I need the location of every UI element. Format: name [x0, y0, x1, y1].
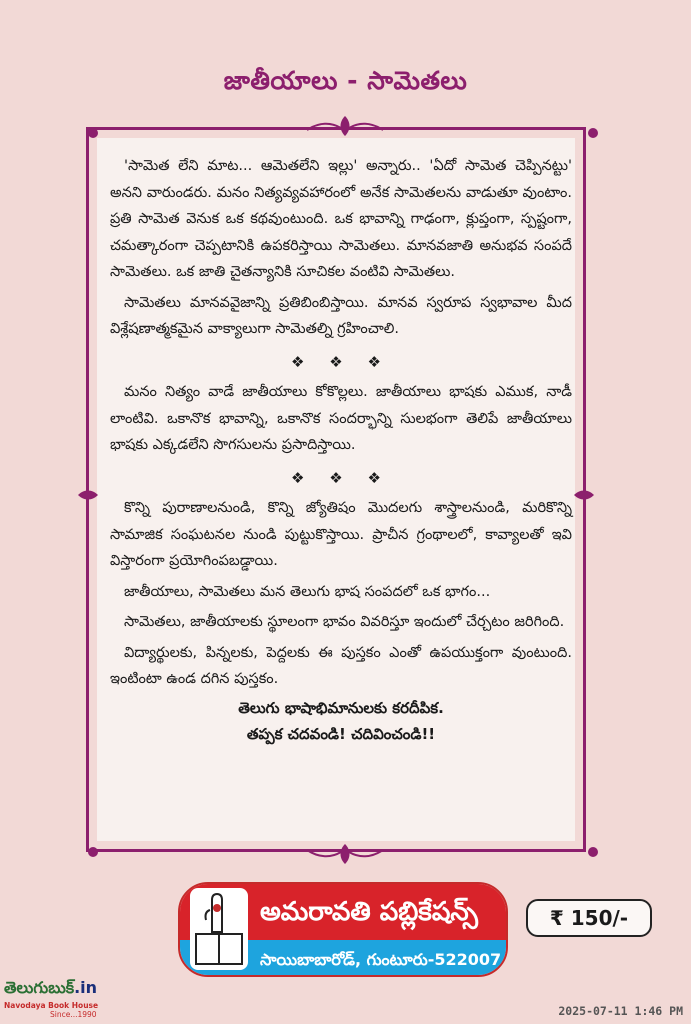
right-flourish-icon: [570, 455, 600, 535]
blurb-paragraph: సామెతలు మానవవైజాన్ని ప్రతిబింబిస్తాయి. మానవ స్వరూప స్వభావాల మీద విశ్లేషణాత్మకమైన వాక్యాలుగా సామెతల్ని గ్రహించాలి.: [110, 294, 572, 337]
publisher-address: సాయిబాబారోడ్, గుంటూరు-522007: [180, 940, 506, 977]
blurb-paragraph: కొన్ని పురాణాలనుండి, కొన్ని జ్యోతిషం మొదలగు శాస్త్రాలనుండి, మరికొన్ని సామాజిక సంఘటనల నుండి పుట్టుకొస్తాయి. ప్రాచీన గ్రంథాలలో, కావ్యాలతో ఇవి విస్తారంగా ప్రయోగింపబడ్డాయి.: [110, 500, 572, 569]
photo-timestamp: 2025-07-11 1:46 PM: [558, 1004, 683, 1018]
corner-flourish-icon: [580, 839, 606, 865]
blurb-paragraph: 'సామెత లేని మాట... ఆమెతలేని ఇల్లు' అన్నారు.. 'ఏదో సామెత చెప్పినట్టు' అనని వారుండరు. మనం నిత్యవ్యవహారంలో అనేక సామెతలను వాడుతూ వుంటాం. ప్రతి సామెత వెనుక ఒక కథవుంటుంది. ఒక భావాన్ని గాఢంగా, క్లుప్తంగా, స్పష్టంగా, చమత్కారంగా చెప్పటానికి ఉపకరిస్తాయి సామెతలు. మానవజాతి అనుభవ సంపదే సామెతలు. ఒక జాతి చైతన్యానికి సూచికల వంటివి సామెతలు.: [110, 158, 572, 280]
site-watermark: [4, 978, 118, 1019]
blurb-paragraph: మనం నిత్యం వాడే జాతీయాలు కోకొల్లలు. జాతీయాలు భాషకు ఎముక, నాడీ లాంటివి. ఒకానొక భావాన్ని, ఒకానొక సందర్భాన్ని సులభంగా తెలిపే జాతీయాలు భాషకు ఎక్కడలేని సొగసులను ప్రసాదిస్తాయి.: [110, 384, 572, 453]
top-flourish-icon: [305, 112, 385, 142]
price-tag: ₹ 150/-: [526, 899, 652, 937]
blurb-paragraph: జాతీయాలు, సామెతలు మన తెలుగు భాష సంపదలో ఒక భాగం...: [124, 583, 491, 600]
bottom-flourish-icon: [305, 838, 385, 868]
left-flourish-icon: [72, 455, 102, 535]
publisher-logo: [190, 888, 248, 970]
watermark-site-name: తెలుగుబుక్: [4, 978, 75, 997]
cover-title: జాతీయాలు - సామెతలు: [223, 66, 468, 95]
publisher-name: అమరావతి పబ్లికేషన్స్: [180, 884, 506, 940]
watermark-site-domain: .in: [74, 978, 98, 997]
watermark-site: [4, 978, 118, 1001]
corner-flourish-icon: [80, 120, 106, 146]
watermark-line: Navodaya Book House: [4, 1001, 99, 1010]
blurb-paragraph: సామెతలు, జాతీయాలకు స్థూలంగా భావం వివరిస్తూ ఇందులో చేర్చటం జరిగింది.: [124, 614, 565, 630]
corner-flourish-icon: [580, 120, 606, 146]
blurb-paragraph: విద్యార్థులకు, పిన్నలకు, పెద్దలకు ఈ పుస్తకం ఎంతో ఉపయుక్తంగా వుంటుంది. ఇంటింటా ఉండ దగిన పుస్తకం.: [110, 644, 572, 687]
section-divider: ❖ ❖ ❖: [291, 352, 391, 371]
watermark-line: Since...1990: [50, 1010, 97, 1019]
closing-line: తప్పక చదవండి! చదివించండి!!: [246, 725, 436, 743]
section-divider: ❖ ❖ ❖: [291, 468, 391, 487]
closing-line: తెలుగు భాషాభిమానులకు కరదీపిక.: [238, 698, 444, 717]
hand-book-icon: [190, 888, 248, 970]
corner-flourish-icon: [80, 839, 106, 865]
blurb-body: [110, 153, 572, 748]
